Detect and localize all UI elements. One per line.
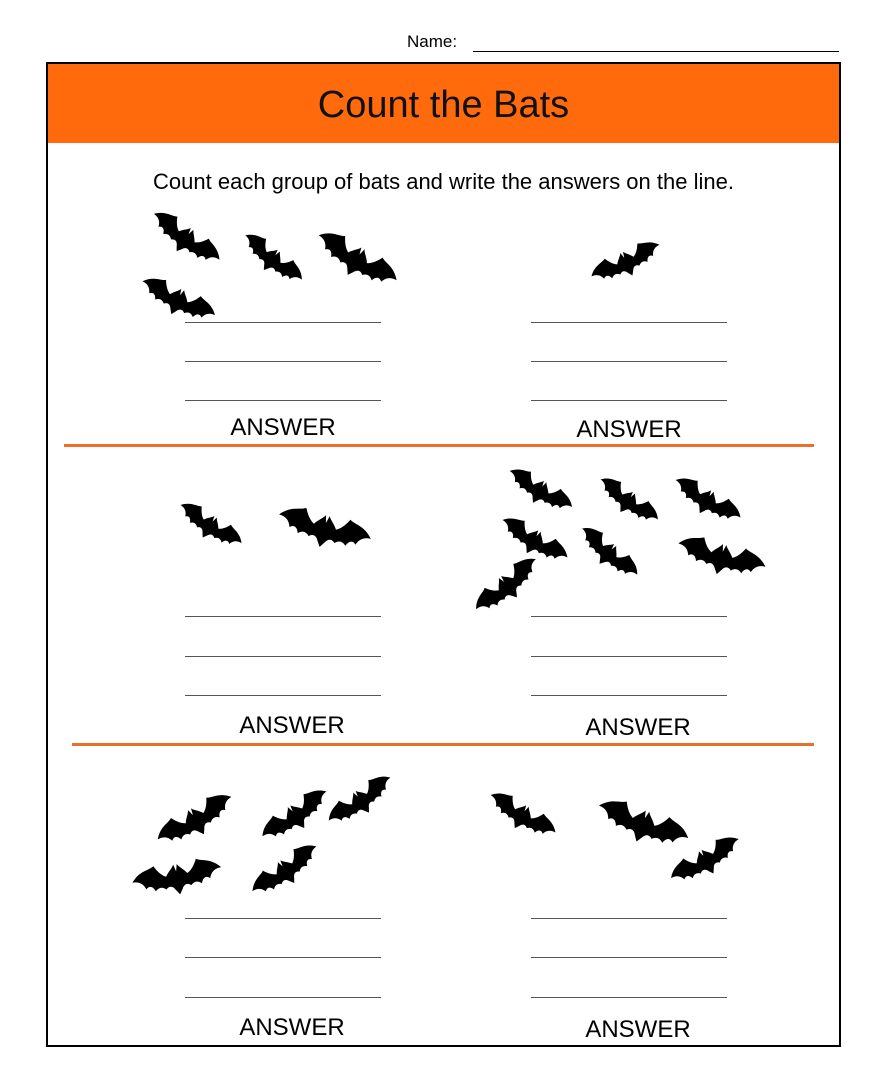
bat-icon bbox=[130, 855, 224, 903]
answer-label: ANSWER bbox=[576, 416, 682, 443]
bat-icon bbox=[274, 502, 375, 560]
bat-group-5 bbox=[130, 769, 399, 905]
answer-line[interactable] bbox=[185, 361, 381, 362]
bat-icon bbox=[469, 551, 547, 623]
bat-icon bbox=[587, 235, 666, 291]
answer-label: ANSWER bbox=[239, 712, 345, 739]
bat-icon bbox=[172, 496, 247, 556]
answer-label: ANSWER bbox=[239, 1014, 345, 1041]
answer-line[interactable] bbox=[531, 997, 727, 998]
bat-group-2 bbox=[587, 235, 666, 291]
answer-line[interactable] bbox=[531, 957, 727, 958]
answer-line[interactable] bbox=[185, 400, 381, 401]
answer-label: ANSWER bbox=[585, 1016, 691, 1043]
answer-line[interactable] bbox=[531, 361, 727, 362]
instructions: Count each group of bats and write the answers on the line. bbox=[153, 169, 734, 194]
bat-icon bbox=[235, 227, 308, 292]
bat-icon bbox=[246, 838, 326, 906]
bat-icon bbox=[144, 205, 226, 274]
bat-icon bbox=[592, 471, 664, 532]
answer-line[interactable] bbox=[531, 400, 727, 401]
bat-field bbox=[48, 64, 839, 1045]
answer-label: ANSWER bbox=[230, 414, 336, 441]
name-label: Name: bbox=[407, 32, 458, 51]
answer-line[interactable] bbox=[185, 957, 381, 958]
bat-icon bbox=[592, 793, 693, 858]
bat-group-6 bbox=[482, 786, 747, 893]
bat-icon bbox=[256, 783, 336, 851]
bat-icon bbox=[667, 471, 745, 532]
answer-line[interactable] bbox=[531, 656, 727, 657]
bat-icon bbox=[309, 224, 403, 297]
bat-icon bbox=[666, 830, 748, 893]
answer-line[interactable] bbox=[531, 918, 727, 919]
worksheet bbox=[46, 62, 841, 1047]
answer-line[interactable] bbox=[185, 997, 381, 998]
bat-icon bbox=[323, 769, 400, 834]
name-line[interactable] bbox=[473, 51, 839, 52]
answer-line[interactable] bbox=[185, 918, 381, 919]
bat-icon bbox=[502, 462, 577, 520]
answer-line[interactable] bbox=[185, 656, 381, 657]
bat-group-1 bbox=[135, 205, 403, 331]
bat-icon bbox=[572, 521, 644, 587]
answer-line[interactable] bbox=[531, 616, 727, 617]
worksheet-title: Count the Bats bbox=[317, 84, 570, 126]
bat-icon bbox=[482, 786, 560, 847]
answer-label: ANSWER bbox=[585, 714, 691, 741]
bat-icon bbox=[673, 531, 768, 586]
answer-line[interactable] bbox=[531, 322, 727, 323]
bat-icon bbox=[494, 511, 572, 572]
answer-line[interactable] bbox=[531, 695, 727, 696]
answer-line[interactable] bbox=[185, 695, 381, 696]
bat-group-4 bbox=[469, 462, 768, 622]
answer-line[interactable] bbox=[185, 616, 381, 617]
answer-line[interactable] bbox=[185, 322, 381, 323]
bat-group-3 bbox=[172, 496, 374, 559]
bat-icon bbox=[152, 787, 241, 856]
